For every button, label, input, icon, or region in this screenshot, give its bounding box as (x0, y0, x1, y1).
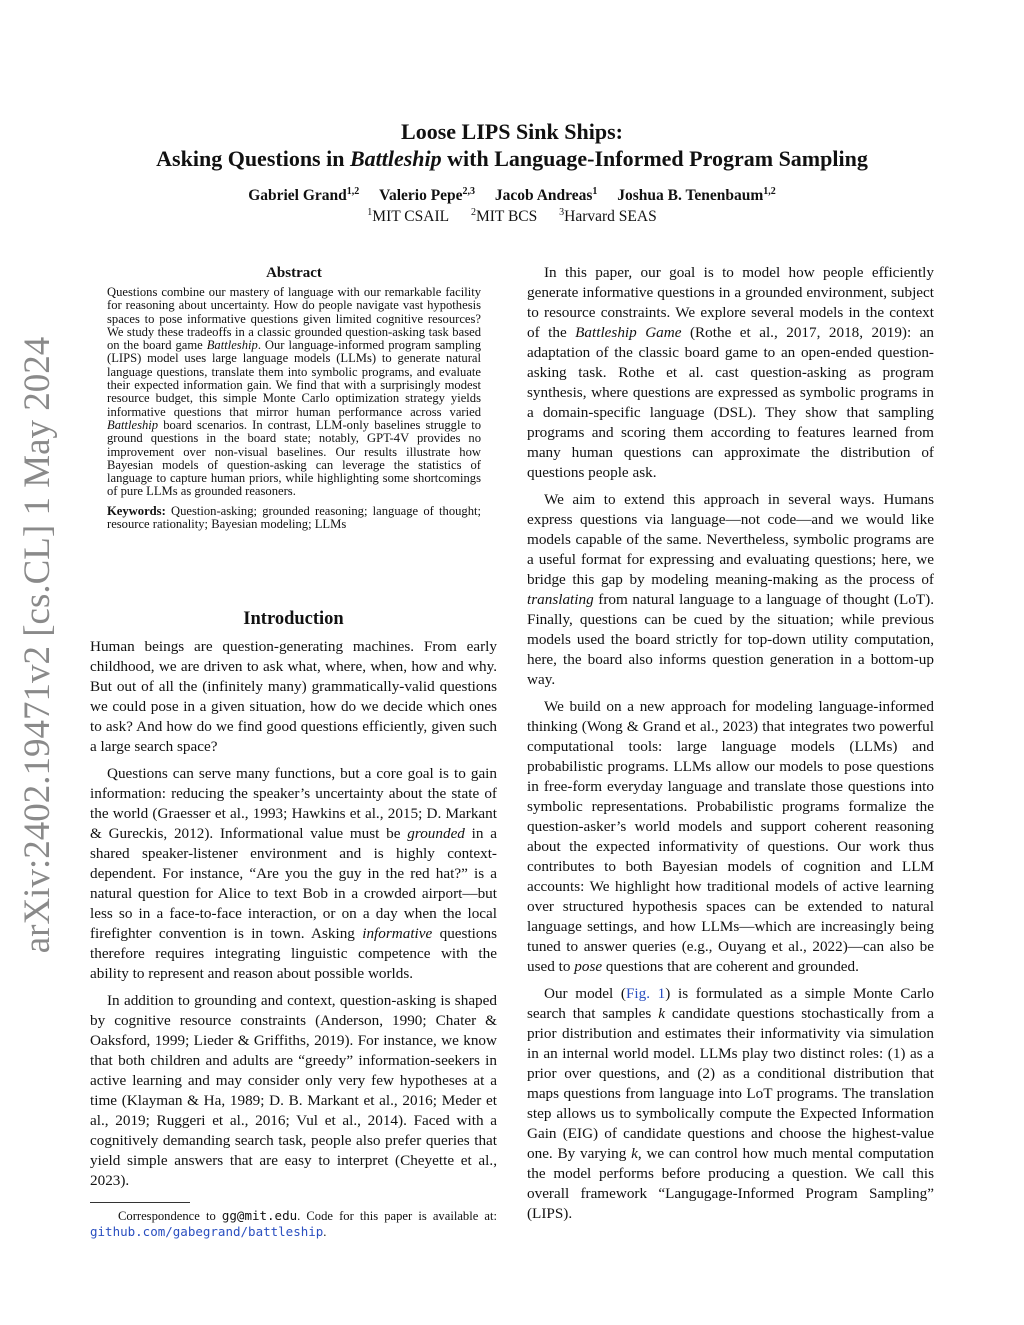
right-paragraph-3 (527, 697, 934, 977)
affiliation (559, 208, 657, 225)
footnote-rule (90, 1202, 190, 1203)
affil-sup: 3 (559, 206, 565, 218)
footnote (90, 1208, 497, 1240)
paragraph-italic: k (631, 1145, 638, 1162)
keywords-text: Question-asking; grounded reasoning; language of thought; resource rationality; Bayesian modeling; LLMs (107, 503, 481, 532)
affil-name: MIT CSAIL (372, 208, 450, 225)
abstract-body (107, 286, 481, 499)
author (495, 187, 597, 204)
affiliation (367, 208, 449, 225)
paragraph-text: , we can control how much mental computation the model performs before producing a question. We call this overall framework “Langugage-Informed Program Sampling” (LIPS). (527, 1145, 934, 1222)
paragraph-italic: k (658, 1005, 665, 1022)
paper-title (0, 118, 1024, 172)
paragraph-italic: translating (527, 591, 594, 608)
title-text: Asking Questions in (156, 146, 350, 171)
author-name: Gabriel Grand (248, 187, 347, 204)
title-line-2 (0, 145, 1024, 172)
author-sup: 1,2 (763, 185, 776, 197)
title-line-1: Loose LIPS Sink Ships: (401, 119, 623, 144)
author (617, 187, 776, 204)
author (248, 187, 359, 204)
abstract-text: board scenarios. In contrast, LLM-only baselines struggle to ground questions in the board state; notably, GPT-4V provides no improvement over non-visual baselines. Our results illustrate how Bayesian models of question-asking can leverage the statistics of language to capture human priors, while highlighting some shortcomings of pure LLMs as grounded reasoners. (107, 417, 481, 499)
paragraph-italic: Battleship Game (575, 324, 682, 341)
right-paragraph-4 (527, 984, 934, 1224)
affil-sup: 2 (470, 206, 476, 218)
author-name: Joshua B. Tenenbaum (617, 187, 764, 204)
email-link[interactable]: gg@mit.edu (221, 1208, 298, 1223)
abstract-italic: Battleship (107, 417, 159, 432)
right-paragraph-2 (527, 490, 934, 690)
abstract-text: . Our language-informed program sampling (LIPS) model uses large language models (LLMs) to generate natural language questions, translate them into symbolic programs, and evaluate their expected information gain. We find that with a surprisingly modest resource budget, this simple Monte Carlo optimization strategy yields informative questions that mirror human performance across varied (107, 338, 481, 419)
abstract-text: Questions combine our mastery of language with our remarkable facility for reasoning about uncertainty. How do people navigate vast hypothesis spaces to pose informative questions given limited cognitive resources? We study these tradeoffs in a classic grounded question-asking task based on the board game (107, 285, 481, 353)
intro-paragraph-2 (90, 764, 497, 984)
figure-link[interactable]: Fig. 1 (625, 985, 666, 1002)
affiliation (471, 208, 537, 225)
paragraph-text: We aim to extend this approach in several ways. Humans express questions via language—not code—and we would like models capable of the same. Nevertheless, symbolic programs are a useful format for expressing and evaluating questions; here, we bridge this gap by modeling meaning-making as the process of (527, 491, 934, 588)
abstract-italic: Battleship (206, 338, 258, 353)
paragraph-text: in a shared speaker-listener environment and is highly context-dependent. For instance, “Are you the guy in the red hat?” is a natural question for Alice to text Bob in a crowded airport—but less so in a face-to-face interaction, or on a day when the local firefighter convention is in town. Asking (90, 825, 497, 942)
paragraph-text: ) is formulated as a simple Monte Carlo search that samples (527, 985, 934, 1022)
abstract-heading: Abstract (266, 265, 322, 281)
right-column (527, 263, 934, 1231)
github-link[interactable]: github.com/gabegrand/battleship (90, 1224, 324, 1239)
section-heading-introduction: Introduction (243, 609, 344, 629)
paragraph-italic: grounded (407, 825, 465, 842)
intro-paragraph-3: In addition to grounding and context, question-asking is shaped by cognitive resource constraints (Anderson, 1990; Chater & Oaksford, 1999; Lieder & Griffiths, 2019). For instance, we know that both children and adults are “greedy” information-seekers in active learning and may consider only very few hypotheses at a time (Klayman & Ha, 1989; D. B. Markant et al., 2016; Meder et al., 2019; Ruggeri et al., 2016; Vul et al., 2014). Faced with a cognitively demanding search task, people also prefer queries that yield simple answers that are easy to interpret (Cheyette et al., 2023). (90, 992, 497, 1189)
paragraph-text: Our model ( (544, 985, 626, 1002)
left-column (90, 608, 497, 1198)
paragraph-text: candidate questions stochastically from a prior distribution and estimates their informativity via simulation in an internal world model. LLMs play two distinct roles: (1) as a prior over questions, and (2) as a conditional distribution that maps questions from language into LoT programs. The translation step allows us to symbolically compute the Expected Information Gain (EIG) of candidate questions and choose the highest-value one. By varying (527, 1005, 934, 1162)
paragraph-text: We build on a new approach for modeling language-informed thinking (Wong & Grand et al., 2023) that integrates two powerful computational tools: large language models (LLMs) and probabilistic programs. LLMs allow our models to pose questions in free-form everyday language and translate those questions into symbolic representations. Probabilistic programs formalize the question-asker’s world models and support coherent reasoning about the expected informativity of questions. Our work thus contributes to both Bayesian models of cognition and LLM accounts: We highlight how traditional models of active learning over structured hypothesis spaces can be extended to natural language settings, and how LLMs—which are increasingly being tuned to answer queries (e.g., Ouyang et al., 2022)—can also be used to (527, 698, 934, 975)
keywords-label: Keywords: (107, 503, 166, 518)
affil-name: Harvard SEAS (564, 208, 657, 225)
footnote-text: . (323, 1225, 327, 1239)
arxiv-stamp: arXiv:2402.19471v2 [cs.CL] 1 May 2024 (17, 336, 58, 954)
affil-name: MIT BCS (475, 208, 538, 225)
abstract (107, 264, 481, 531)
paragraph-text: questions that are coherent and grounded. (602, 958, 859, 975)
author-sup: 1 (592, 185, 598, 197)
footnote-text: . Code for this paper is available at: (297, 1209, 498, 1223)
paragraph-text: questions therefore requires integrating linguistic competence with the ability to represent and reason about possible worlds. (90, 925, 497, 982)
affil-sup: 1 (367, 206, 373, 218)
affiliation-list (0, 207, 1024, 227)
paragraph-text: (Rothe et al., 2017, 2018, 2019): an adaptation of the classic board game to an open-ended question-asking task. Rothe et al. cast question-asking as program synthesis, where questions are expressed as symbolic programs in a domain-specific language (DSL). They show that sampling programs and scoring them according to features learned from many human questions can approximate the distribution of questions people ask. (527, 324, 934, 481)
keywords (107, 505, 481, 532)
paragraph-text: In this paper, our goal is to model how people efficiently generate informative questions in a grounded environment, subject to resource constraints. We explore several models in the context of the (527, 264, 934, 341)
paragraph-text: from natural language to a language of thought (LoT). Finally, questions can be cued by the situation; while previous models used the board strictly for top-down utility computation, here, the board also informs question generation in a bottom-up way. (527, 591, 934, 688)
author (379, 187, 475, 204)
author-sup: 2,3 (462, 185, 476, 197)
paragraph-italic: pose (574, 958, 603, 975)
footnote-text: Correspondence to (118, 1209, 222, 1223)
author-list (0, 186, 1024, 206)
author-sup: 1,2 (346, 185, 360, 197)
author-name: Valerio Pepe (379, 187, 463, 204)
intro-paragraph-1: Human beings are question-generating machines. From early childhood, we are driven to ask what, where, when, how and why. But out of all the (infinitely many) grammatically-valid questions we could pose in a given situation, how do we decide which ones to ask? And how do we find good questions efficiently, given such a large search space? (90, 638, 497, 755)
paragraph-italic: informative (362, 925, 433, 942)
paragraph-text: Questions can serve many functions, but a core goal is to gain information: reducing the speaker’s uncertainty about the state of the world (Graesser et al., 1993; Hawkins et al., 2015; D. Markant & Gureckis, 2012). Informational value must be (90, 765, 497, 842)
right-paragraph-1 (527, 263, 934, 483)
author-name: Jacob Andreas (494, 187, 593, 204)
title-text: with Language-Informed Program Sampling (441, 146, 868, 171)
title-italic: Battleship (349, 146, 442, 171)
